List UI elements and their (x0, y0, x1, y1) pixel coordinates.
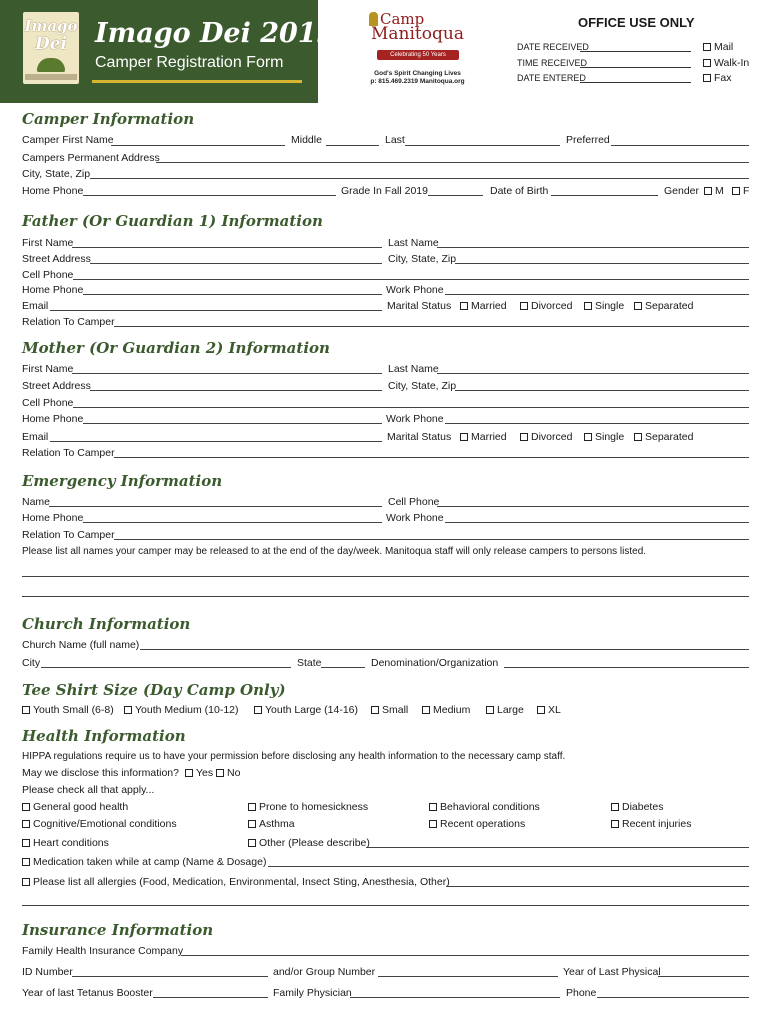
mother-first-name-field[interactable] (72, 373, 382, 374)
last-physical-label: Year of Last Physical (563, 966, 661, 978)
tshirt-size-label: Youth Medium (10-12) (135, 704, 239, 716)
insurance-company-field[interactable] (181, 955, 749, 956)
checkbox-icon[interactable] (254, 706, 262, 714)
mother-marital-divorced[interactable] (520, 431, 572, 444)
mother-section-heading: Mother (Or Guardian 2) Information (22, 339, 330, 357)
mother-home-phone-label: Home Phone (22, 413, 84, 425)
allergies-field[interactable] (446, 886, 749, 887)
church-state-label: State (297, 657, 322, 669)
date-entered-field[interactable] (580, 82, 691, 83)
release-note: Please list all names your camper may be released to at the end of the day/week. Manitoqua staff will only release campers to persons listed. (22, 546, 647, 557)
gender-female-option[interactable] (732, 185, 749, 198)
allergies-field-line-2[interactable] (22, 905, 749, 906)
father-street-field[interactable] (90, 263, 382, 264)
condition-label: Asthma (259, 818, 295, 830)
fax-option[interactable] (703, 72, 732, 85)
church-denomination-label: Denomination/Organization (371, 657, 499, 669)
mother-city-field[interactable] (455, 390, 749, 391)
tshirt-large[interactable] (486, 704, 524, 717)
father-cell-label: Cell Phone (22, 269, 74, 281)
health-section-heading: Health Information (22, 727, 186, 745)
phone-label: Phone (566, 987, 597, 999)
phone-field[interactable] (597, 997, 749, 998)
condition-cognitive-emotional[interactable] (22, 818, 177, 831)
checkbox-icon[interactable] (732, 187, 740, 195)
tshirt-size-label: Youth Small (6-8) (33, 704, 114, 716)
fax-label: Fax (714, 72, 732, 84)
marital-option-label: Separated (645, 300, 694, 312)
disclose-question: May we disclose this information? (22, 767, 179, 779)
mother-marital-label: Marital Status (387, 431, 452, 443)
gender-male-label: M (715, 185, 724, 197)
checkbox-icon[interactable] (486, 706, 494, 714)
marital-option-label: Single (595, 300, 625, 312)
tagline-text: God's Spirit Changing Lives (374, 70, 461, 77)
mother-work-phone-label: Work Phone (386, 413, 444, 425)
father-first-name-label: First Name (22, 237, 74, 249)
father-last-name-label: Last Name (388, 237, 439, 249)
tshirt-size-label: Youth Large (14-16) (265, 704, 359, 716)
checkbox-icon[interactable] (185, 769, 193, 777)
title-underline (92, 80, 302, 83)
condition-label: Other (Please describe) (259, 837, 370, 849)
emergency-home-phone-field[interactable] (83, 522, 382, 523)
mother-street-label: Street Address (22, 380, 91, 392)
camper-grade-label: Grade In Fall 2019 (341, 185, 428, 197)
checkbox-icon[interactable] (703, 74, 711, 82)
checkbox-icon[interactable] (520, 302, 528, 310)
physician-label: Family Physician (273, 987, 352, 999)
church-name-label: Church Name (full name) (22, 639, 140, 651)
tshirt-section-heading: Tee Shirt Size (Day Camp Only) (22, 681, 286, 699)
condition-heart[interactable] (22, 837, 109, 850)
checkbox-icon[interactable] (22, 878, 30, 886)
checkbox-icon[interactable] (703, 59, 711, 67)
father-section-heading: Father (Or Guardian 1) Information (22, 212, 323, 230)
condition-recent-operations[interactable] (429, 818, 525, 831)
condition-asthma[interactable] (248, 818, 295, 831)
condition-label: Prone to homesickness (259, 801, 369, 813)
tetanus-field[interactable] (153, 997, 268, 998)
emergency-section-heading: Emergency Information (22, 472, 223, 490)
father-marital-divorced[interactable] (520, 300, 572, 313)
condition-label: Behavioral conditions (440, 801, 540, 813)
allergies-label: Please list all allergies (Food, Medication, Environmental, Insect Sting, Anesthesia, Other) (33, 876, 450, 888)
camper-city-field[interactable] (90, 178, 749, 179)
medication-field[interactable] (268, 866, 749, 867)
father-relation-label: Relation To Camper (22, 316, 115, 328)
insurance-section-heading: Insurance Information (22, 921, 214, 939)
camp-manitoqua-logo (365, 8, 470, 92)
gender-female-label: F (743, 185, 750, 197)
father-first-name-field[interactable] (72, 247, 382, 248)
camper-last-field[interactable] (405, 145, 560, 146)
father-marital-separated[interactable] (634, 300, 693, 313)
checkbox-icon[interactable] (22, 706, 30, 714)
father-relation-field[interactable] (114, 326, 749, 327)
father-email-label: Email (22, 300, 49, 312)
church-name-field[interactable] (140, 649, 749, 650)
medication-option[interactable] (22, 856, 266, 869)
form-title: Imago Dei 2019 (95, 18, 336, 49)
imago-dei-logo (23, 12, 79, 84)
checkbox-icon[interactable] (460, 433, 468, 441)
tshirt-size-label: Medium (433, 704, 471, 716)
checkbox-icon[interactable] (634, 302, 642, 310)
checkbox-icon[interactable] (584, 302, 592, 310)
camper-dob-field[interactable] (551, 195, 658, 196)
checkbox-icon[interactable] (429, 803, 437, 811)
mother-marital-single[interactable] (584, 431, 624, 444)
emergency-relation-field[interactable] (114, 539, 749, 540)
mother-first-name-label: First Name (22, 363, 74, 375)
mail-option[interactable] (703, 41, 733, 54)
emergency-cell-field[interactable] (437, 506, 749, 507)
camper-grade-field[interactable] (428, 195, 483, 196)
mother-cell-field[interactable] (73, 407, 749, 408)
father-city-field[interactable] (455, 263, 749, 264)
father-email-field[interactable] (50, 310, 382, 311)
mother-cell-label: Cell Phone (22, 397, 74, 409)
mother-email-field[interactable] (50, 441, 382, 442)
camper-home-phone-label: Home Phone (22, 185, 84, 197)
camper-address-field[interactable] (156, 162, 749, 163)
disclose-no-option[interactable] (216, 767, 240, 780)
camper-middle-label: Middle (291, 134, 322, 146)
leaf-icon (37, 58, 65, 72)
tshirt-small[interactable] (371, 704, 408, 717)
release-names-line-1[interactable] (22, 576, 749, 577)
mother-marital-married[interactable] (460, 431, 507, 444)
checkbox-icon[interactable] (22, 839, 30, 847)
church-denomination-field[interactable] (504, 667, 749, 668)
office-use-title: OFFICE USE ONLY (578, 15, 695, 30)
father-marital-label: Marital Status (387, 300, 452, 312)
condition-prone-to-homesickness[interactable] (248, 801, 368, 814)
mother-marital-separated[interactable] (634, 431, 693, 444)
logo-text-line1: Imago (24, 17, 78, 35)
ribbon-text: Celebrating 50 Years (390, 52, 446, 58)
church-city-field[interactable] (41, 667, 291, 668)
condition-label: Cognitive/Emotional conditions (33, 818, 177, 830)
tshirt-medium[interactable] (422, 704, 470, 717)
checkbox-icon[interactable] (703, 43, 711, 51)
condition-recent-injuries[interactable] (611, 818, 691, 831)
church-section-heading: Church Information (22, 615, 191, 633)
date-entered-label: DATE ENTERED (517, 73, 586, 83)
mail-label: Mail (714, 41, 734, 53)
checkbox-icon[interactable] (422, 706, 430, 714)
walkin-option[interactable] (703, 57, 749, 70)
checkbox-icon[interactable] (611, 803, 619, 811)
emergency-name-field[interactable] (49, 506, 382, 507)
physician-field[interactable] (350, 997, 560, 998)
checkbox-icon[interactable] (124, 706, 132, 714)
checkbox-icon[interactable] (22, 803, 30, 811)
group-number-field[interactable] (378, 976, 558, 977)
mother-street-field[interactable] (90, 390, 382, 391)
camp-tagline (365, 70, 470, 86)
checkbox-icon[interactable] (611, 820, 619, 828)
logo-subtext-mark (25, 74, 77, 80)
mother-relation-label: Relation To Camper (22, 447, 115, 459)
tshirt-youth-large[interactable] (254, 704, 358, 717)
medication-label: Medication taken while at camp (Name & Dosage) (33, 856, 267, 868)
tshirt-youth-medium[interactable] (124, 704, 239, 717)
camper-home-phone-field[interactable] (83, 195, 336, 196)
father-marital-married[interactable] (460, 300, 507, 313)
insurance-company-label: Family Health Insurance Company (22, 945, 184, 957)
disclose-no-label: No (227, 767, 241, 779)
id-number-field[interactable] (72, 976, 268, 977)
date-received-field[interactable] (580, 51, 691, 52)
father-city-label: City, State, Zip (388, 253, 457, 265)
time-received-label: TIME RECEIVED (517, 58, 588, 68)
camper-address-label: Campers Permanent Address (22, 152, 160, 164)
camp-logo-line1: Camp (380, 10, 425, 28)
checkbox-icon[interactable] (704, 187, 712, 195)
condition-other[interactable] (248, 837, 370, 850)
camp-logo-line2: Manitoqua (371, 24, 464, 44)
father-street-label: Street Address (22, 253, 91, 265)
father-home-phone-field[interactable] (83, 294, 382, 295)
checkbox-icon[interactable] (520, 433, 528, 441)
tshirt-youth-small[interactable] (22, 704, 114, 717)
mother-city-label: City, State, Zip (388, 380, 457, 392)
mother-home-phone-field[interactable] (83, 423, 382, 424)
tshirt-size-label: Small (382, 704, 409, 716)
camp-contact: p: 815.469.2319 Manitoqua.org (370, 78, 465, 85)
checkbox-icon[interactable] (634, 433, 642, 441)
camper-first-name-field[interactable] (111, 145, 285, 146)
date-received-label: DATE RECEIVED (517, 42, 589, 52)
tshirt-size-label: XL (548, 704, 561, 716)
time-received-field[interactable] (580, 67, 691, 68)
father-cell-field[interactable] (73, 279, 749, 280)
mother-work-phone-field[interactable] (445, 423, 749, 424)
tshirt-xl[interactable] (537, 704, 561, 717)
condition-diabetes[interactable] (611, 801, 663, 814)
camper-first-name-label: Camper First Name (22, 134, 114, 146)
emergency-work-phone-field[interactable] (445, 522, 749, 523)
hippa-note: HIPPA regulations require us to have your permission before disclosing any health information to the necessary camp staff. (22, 751, 566, 762)
marital-option-label: Separated (645, 431, 694, 443)
emergency-cell-label: Cell Phone (388, 496, 440, 508)
mother-last-name-field[interactable] (437, 373, 749, 374)
checkbox-icon[interactable] (537, 706, 545, 714)
church-state-field[interactable] (321, 667, 365, 668)
emergency-relation-label: Relation To Camper (22, 529, 115, 541)
condition-label: Heart conditions (33, 837, 109, 849)
checkbox-icon[interactable] (584, 433, 592, 441)
check-all-instruction: Please check all that apply... (22, 784, 155, 796)
condition-general-good-health[interactable] (22, 801, 128, 814)
emergency-name-label: Name (22, 496, 51, 508)
father-home-phone-label: Home Phone (22, 284, 84, 296)
mother-last-name-label: Last Name (388, 363, 439, 375)
emergency-home-phone-label: Home Phone (22, 512, 84, 524)
camper-dob-label: Date of Birth (490, 185, 549, 197)
camper-last-label: Last (385, 134, 405, 146)
condition-label: Recent injuries (622, 818, 692, 830)
disclose-yes-option[interactable] (185, 767, 213, 780)
disclose-yes-label: Yes (196, 767, 214, 779)
camper-city-label: City, State, Zip (22, 168, 91, 180)
condition-behavioral[interactable] (429, 801, 540, 814)
condition-label: Diabetes (622, 801, 664, 813)
mother-relation-field[interactable] (114, 457, 749, 458)
checkbox-icon[interactable] (429, 820, 437, 828)
tshirt-size-label: Large (497, 704, 524, 716)
group-number-label: and/or Group Number (273, 966, 376, 978)
release-names-line-2[interactable] (22, 596, 749, 597)
father-work-phone-field[interactable] (445, 294, 749, 295)
checkbox-icon[interactable] (460, 302, 468, 310)
marital-option-label: Divorced (531, 300, 573, 312)
marital-option-label: Single (595, 431, 625, 443)
father-marital-single[interactable] (584, 300, 624, 313)
checkbox-icon[interactable] (22, 858, 30, 866)
checkbox-icon[interactable] (248, 820, 256, 828)
checkbox-icon[interactable] (371, 706, 379, 714)
camper-section-heading: Camper Information (22, 110, 195, 128)
form-subtitle: Camper Registration Form (95, 54, 284, 71)
condition-label: General good health (33, 801, 129, 813)
checkbox-icon[interactable] (22, 820, 30, 828)
mother-email-label: Email (22, 431, 49, 443)
logo-text-line2: Dei (34, 34, 68, 54)
allergies-option[interactable] (22, 876, 450, 889)
father-work-phone-label: Work Phone (386, 284, 444, 296)
checkbox-icon[interactable] (248, 803, 256, 811)
camper-gender-label: Gender (664, 185, 700, 197)
tetanus-label: Year of last Tetanus Booster (22, 987, 153, 999)
emergency-work-phone-label: Work Phone (386, 512, 444, 524)
walkin-label: Walk-In (714, 57, 750, 69)
last-physical-field[interactable] (658, 976, 749, 977)
marital-option-label: Married (471, 300, 507, 312)
condition-label: Recent operations (440, 818, 526, 830)
gender-male-option[interactable] (704, 185, 724, 198)
other-describe-field[interactable] (366, 847, 749, 848)
camper-preferred-field[interactable] (611, 145, 749, 146)
camper-middle-field[interactable] (326, 145, 379, 146)
checkbox-icon[interactable] (216, 769, 224, 777)
marital-option-label: Divorced (531, 431, 573, 443)
checkbox-icon[interactable] (248, 839, 256, 847)
marital-option-label: Married (471, 431, 507, 443)
camper-preferred-label: Preferred (566, 134, 610, 146)
church-city-label: City (22, 657, 41, 669)
id-number-label: ID Number (22, 966, 73, 978)
father-last-name-field[interactable] (437, 247, 749, 248)
